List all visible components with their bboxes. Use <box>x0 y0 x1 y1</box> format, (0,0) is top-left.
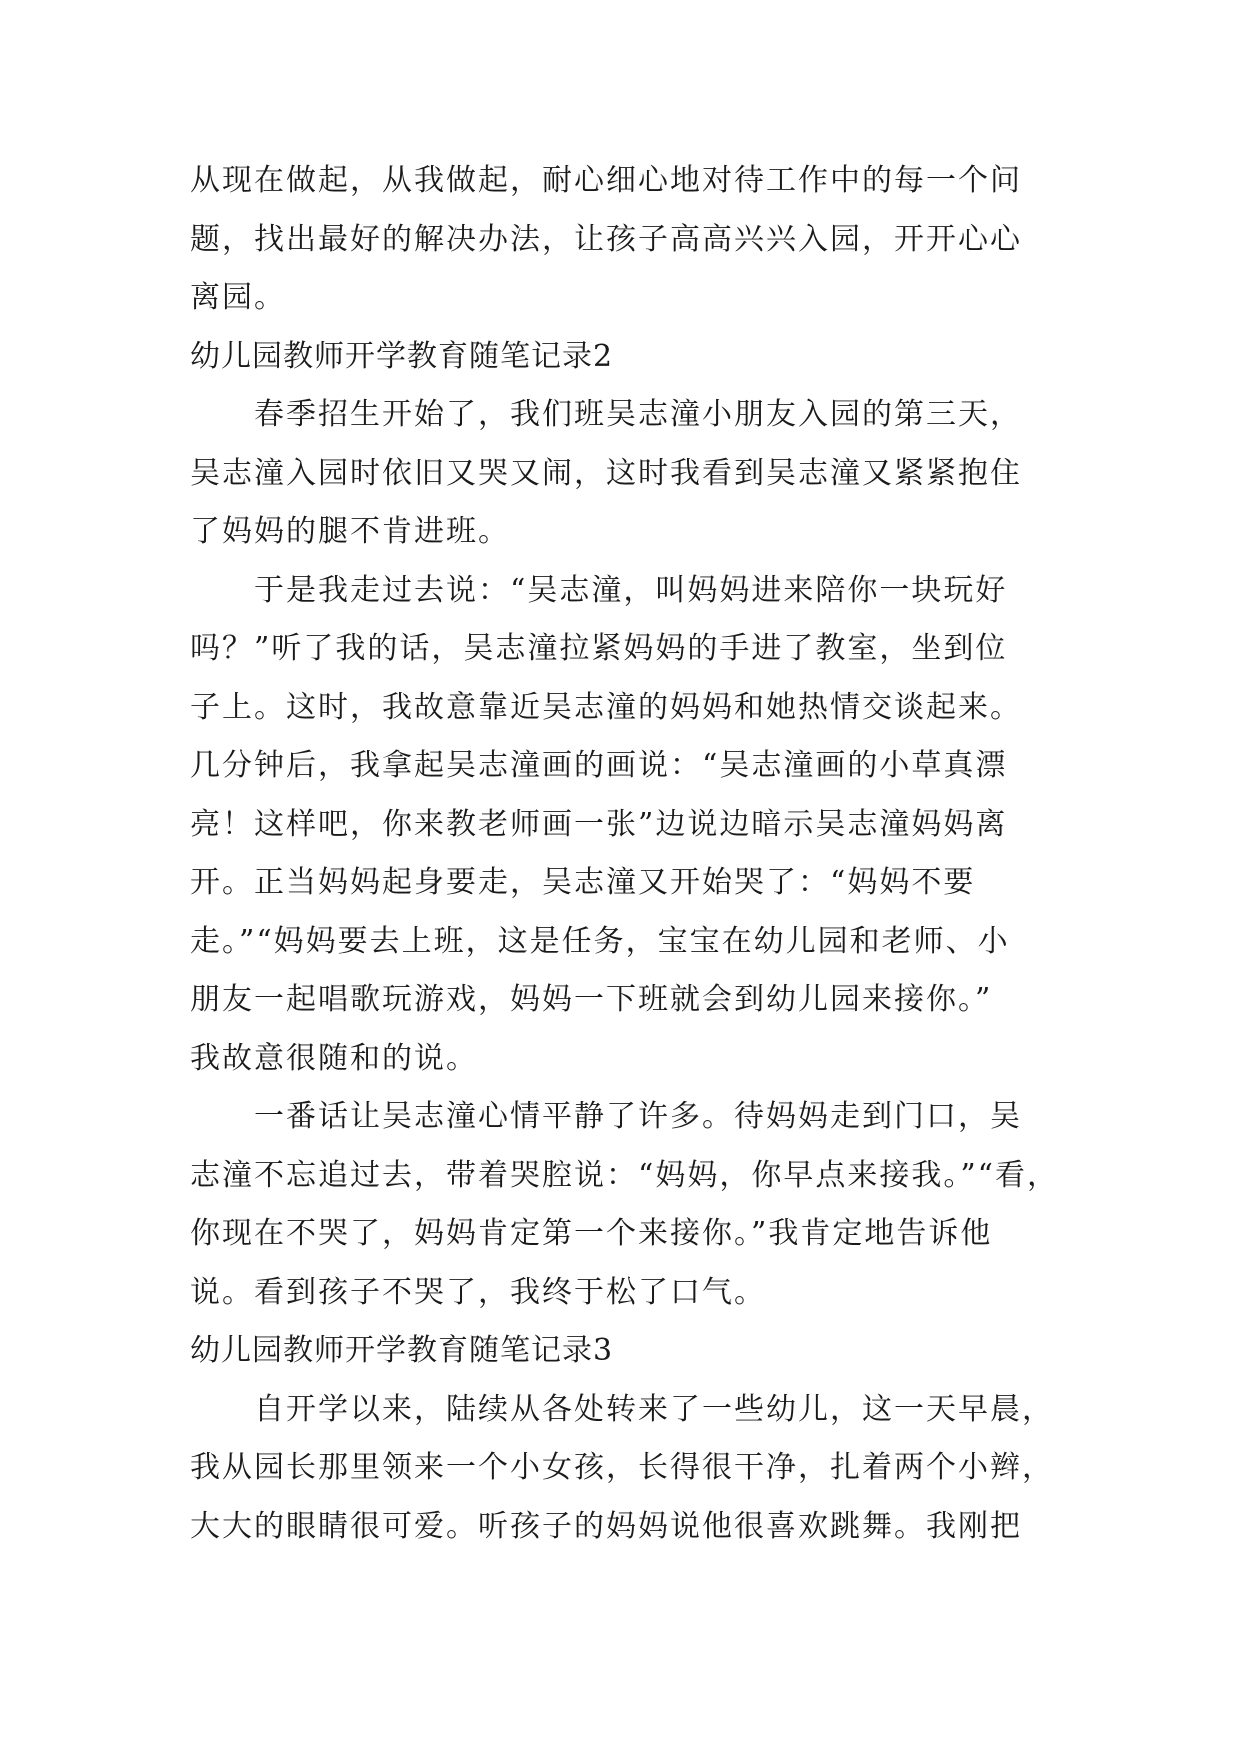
text-line: 我从园长那里领来一个小女孩，长得很干净，扎着两个小辫， <box>190 1450 1054 1485</box>
text-line: 大大的眼睛很可爱。听孩子的妈妈说他很喜欢跳舞。我刚把 <box>190 1508 1022 1544</box>
section-heading: 幼儿园教师开学教育随笔记录2 <box>190 338 614 374</box>
text-line: 你现在不哭了，妈妈肯定第一个来接你。”我肯定地告诉他 <box>190 1216 993 1251</box>
text-line: 开。正当妈妈起身要走，吴志潼又开始哭了：“妈妈不要 <box>190 865 976 900</box>
text-line: 朋友一起唱歌玩游戏，妈妈一下班就会到幼儿园来接你。” <box>190 982 993 1017</box>
text-line: 志潼不忘追过去，带着哭腔说：“妈妈，你早点来接我。”“看， <box>190 1157 1060 1193</box>
text-line: 我故意很随和的说。 <box>190 1040 478 1076</box>
text-line: 题，找出最好的解决办法，让孩子高高兴兴入园，开开心心 <box>190 221 1022 257</box>
text-line: 走。”“妈妈要去上班，这是任务，宝宝在幼儿园和老师、小 <box>190 923 1010 959</box>
text-line: 了妈妈的腿不肯进班。 <box>190 514 510 549</box>
section-heading: 幼儿园教师开学教育随笔记录3 <box>190 1333 614 1368</box>
text-line: 说。看到孩子不哭了，我终于松了口气。 <box>190 1274 766 1310</box>
text-line: 吴志潼入园时依旧又哭又闹，这时我看到吴志潼又紧紧抱住 <box>190 455 1022 491</box>
text-line: 从现在做起，从我做起，耐心细心地对待工作中的每一个问 <box>190 163 1022 198</box>
text-line: 离园。 <box>190 280 286 315</box>
text-line: 于是我走过去说：“吴志潼，叫妈妈进来陪你一块玩好 <box>254 572 1008 608</box>
text-line: 吗？”听了我的话，吴志潼拉紧妈妈的手进了教室，坐到位 <box>190 631 1008 666</box>
text-line: 一番话让吴志潼心情平静了许多。待妈妈走到门口，吴 <box>254 1099 1022 1134</box>
text-line: 自开学以来，陆续从各处转来了一些幼儿，这一天早晨， <box>254 1391 1054 1427</box>
text-line: 子上。这时，我故意靠近吴志潼的妈妈和她热情交谈起来。 <box>190 689 1022 725</box>
text-line: 几分钟后，我拿起吴志潼画的画说：“吴志潼画的小草真漂 <box>190 748 1008 783</box>
text-line: 亮！这样吧，你来教老师画一张”边说边暗示吴志潼妈妈离 <box>190 806 1008 842</box>
text-line: 春季招生开始了，我们班吴志潼小朋友入园的第三天， <box>254 397 1022 432</box>
document-body <box>190 152 1060 1556</box>
